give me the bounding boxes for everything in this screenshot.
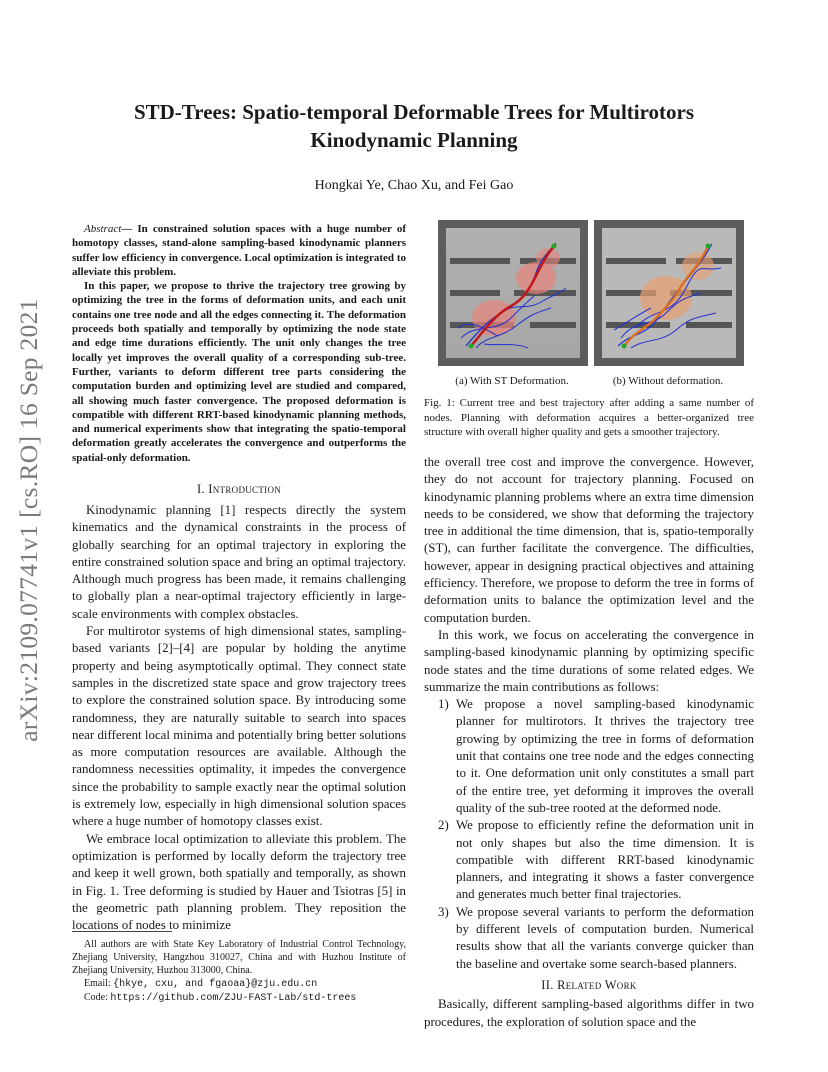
contribution-text: We propose to efficiently refine the deformation unit in not only shapes but also the time dimension. It is compatible with different RRT-based kinodynamic planners, and integrating it shows a faster convergence and generates much better final trajectories. [456,818,754,902]
related-work-paragraph: Basically, different sampling-based algorithms differ in two procedures, the exploration of solution space and the [424,997,754,1029]
contributions-list [424,696,754,973]
email-address: {hkye, cxu, and fgaoaa}@zju.edu.cn [113,979,318,990]
paper-title [90,98,738,154]
subfigure-a-image [438,220,588,366]
right-column-body [424,454,754,1031]
abstract-paragraph-2: In this paper, we propose to thrive the trajectory tree growing by optimizing the tree in the forms of deformation units, and each unit contains one tree node and all the edges connecting it. The deformation proceeds both spatially and temporally by optimizing the node state and edge time durations efficiently. The unit only changes the tree locally yet improves the overall quality of a corresponding sub-tree. Further, variants to deform different tree parts considering the computation burden and optimizing level are studied and compared, all showing much faster convergence. The proposed deformation is compatible with different RRT-based kinodynamic planning methods, and numerical experiments show that integrating the spatio-temporal deformation greatly accelerates the convergence and outperforms the spatial-only deformation. [72,280,406,464]
section-number: II. [541,977,554,992]
figure-1-images [436,218,754,368]
contribution-text: We propose a novel sampling-based kinodynamic planner for multirotors. It thrives the trajectory tree growing by optimizing the tree in forms of deformation unit that contains one tree node and the edges connecting to it. One deformation unit only constitutes a small part of the entire tree, yet deforming it improves the overall quality of the sub-tree rooted at the deformed node. [456,697,754,815]
subfigure-a-caption: (a) With ST Deformation. [455,375,569,387]
abstract-text-1: — In constrained solution spaces with a huge number of homotopy classes, stand-alone sampling-based kinodynamic planners suffer low efficiency in convergence. Local optimization is integrated to alleviate this problem. [72,223,406,278]
subfigure-b-caption: (b) Without deformation. [612,375,724,387]
footnote-affiliation: All authors are with State Key Laboratory of Industrial Control Technology, Zhejiang University, Hangzhou 310027, China and with Huzhou Institute of Zhejiang University, Huzhou 313000, China. [72,939,406,976]
abstract-paragraph-1 [72,222,406,279]
section-title: Related Work [557,977,637,992]
code-label: Code: [84,992,108,1003]
footnote-code-line [72,991,406,1005]
section-number: I. [196,482,205,496]
footnote-rule [72,931,172,932]
title-line-2: Kinodynamic Planning [310,128,518,152]
intro-paragraph-1: Kinodynamic planning [1] respects directly the system kinematics and the dynamical constraints in the process of globally searching for an optimal trajectory in exploring the entire constrained solution space and bring an optimal trajectory. Although much progress has been made, it remains challenging to globally plan a near-optimal trajectory efficiently in large-scale environments with complex obstacles. [72,503,406,621]
left-column-body [72,502,406,934]
section-heading-related-work [424,977,754,994]
contribution-item-3 [424,904,754,973]
right-paragraph-1: the overall tree cost and improve the convergence. However, they do not account for trajectory planning. Focused on kinodynamic planning problems where an extra time dimension needs to be considered, we show that deforming the trajectory tree in additional the time dimension, that is, spatio-temporally (ST), can further facilitate the convergence. The difficulties, however, appear in designing practical objectives and attaining efficiency. Therefore, we propose to deform the tree in forms of deformation units to balance the optimization level and the computation burden. [424,455,754,625]
contribution-number: 1) [438,697,449,712]
arxiv-stamp-text: arXiv:2109.07741v1 [cs.RO] 16 Sep 2021 [14,298,43,742]
intro-paragraph-2: For multirotor systems of high dimensional states, sampling-based variants [2]–[4] are popular by holding the anytime property and being asymptotically optimal. They connect state samples in the discretized state space and grow trajectory trees to explore the constrained solution space. By introducing some randomness, they are naturally suitable to search into spaces near different local minima and potentially bring better solutions as more computation resources are available. Although the randomness necessities optimality, it impedes the convergence since the probability to sample exactly near the optimal solution is extremely low, especially in high dimensional solution spaces where a huge number of homotopy classes exist. [72,624,406,829]
footnote-email-line [72,977,406,991]
figure-1-caption: Fig. 1: Current tree and best trajectory after adding a same number of nodes. Planning with deformation acquires a better-organized tree structure with overall higher quality and gets a smoother trajectory. [424,397,754,438]
contribution-number: 3) [438,904,449,919]
subfigure-b-image [594,220,744,366]
figure-1 [436,218,754,368]
contribution-text: We propose several variants to perform the deformation by different levels of computation burden. Numerical results show that all the variants converge quicker than the baseline and overtake some search-based planners. [456,904,754,971]
contribution-number: 2) [438,818,449,833]
code-link[interactable]: https://github.com/ZJU-FAST-Lab/std-trees [110,993,357,1004]
right-paragraph-2: In this work, we focus on accelerating the convergence in sampling-based kinodynamic planning by optimizing specific node states and the time durations of some related edges. We summarize the main contributions as follows: [424,627,754,694]
footnote [72,938,406,1005]
arxiv-stamp [14,285,44,755]
intro-paragraph-3: We embrace local optimization to alleviate this problem. The optimization is performed by locally deform the trajectory tree and keep it well grown, both spatially and temporally, as shown in Fig. 1. Tree deforming is studied by Hauer and Tsiotras [5] in the geometric path planning problem. They reposition the locations of nodes to minimize [72,831,406,933]
contribution-item-2 [424,817,754,903]
email-label: Email: [84,978,111,989]
title-line-1: STD-Trees: Spatio-temporal Deformable Trees for Multirotors [133,100,695,124]
abstract-lead: Abstract [84,223,122,235]
section-title: Introduction [208,482,282,496]
abstract [72,222,406,465]
section-heading-introduction [72,482,406,497]
author-list: Hongkai Ye, Chao Xu, and Fei Gao [314,178,514,193]
contribution-item-1 [424,696,754,817]
